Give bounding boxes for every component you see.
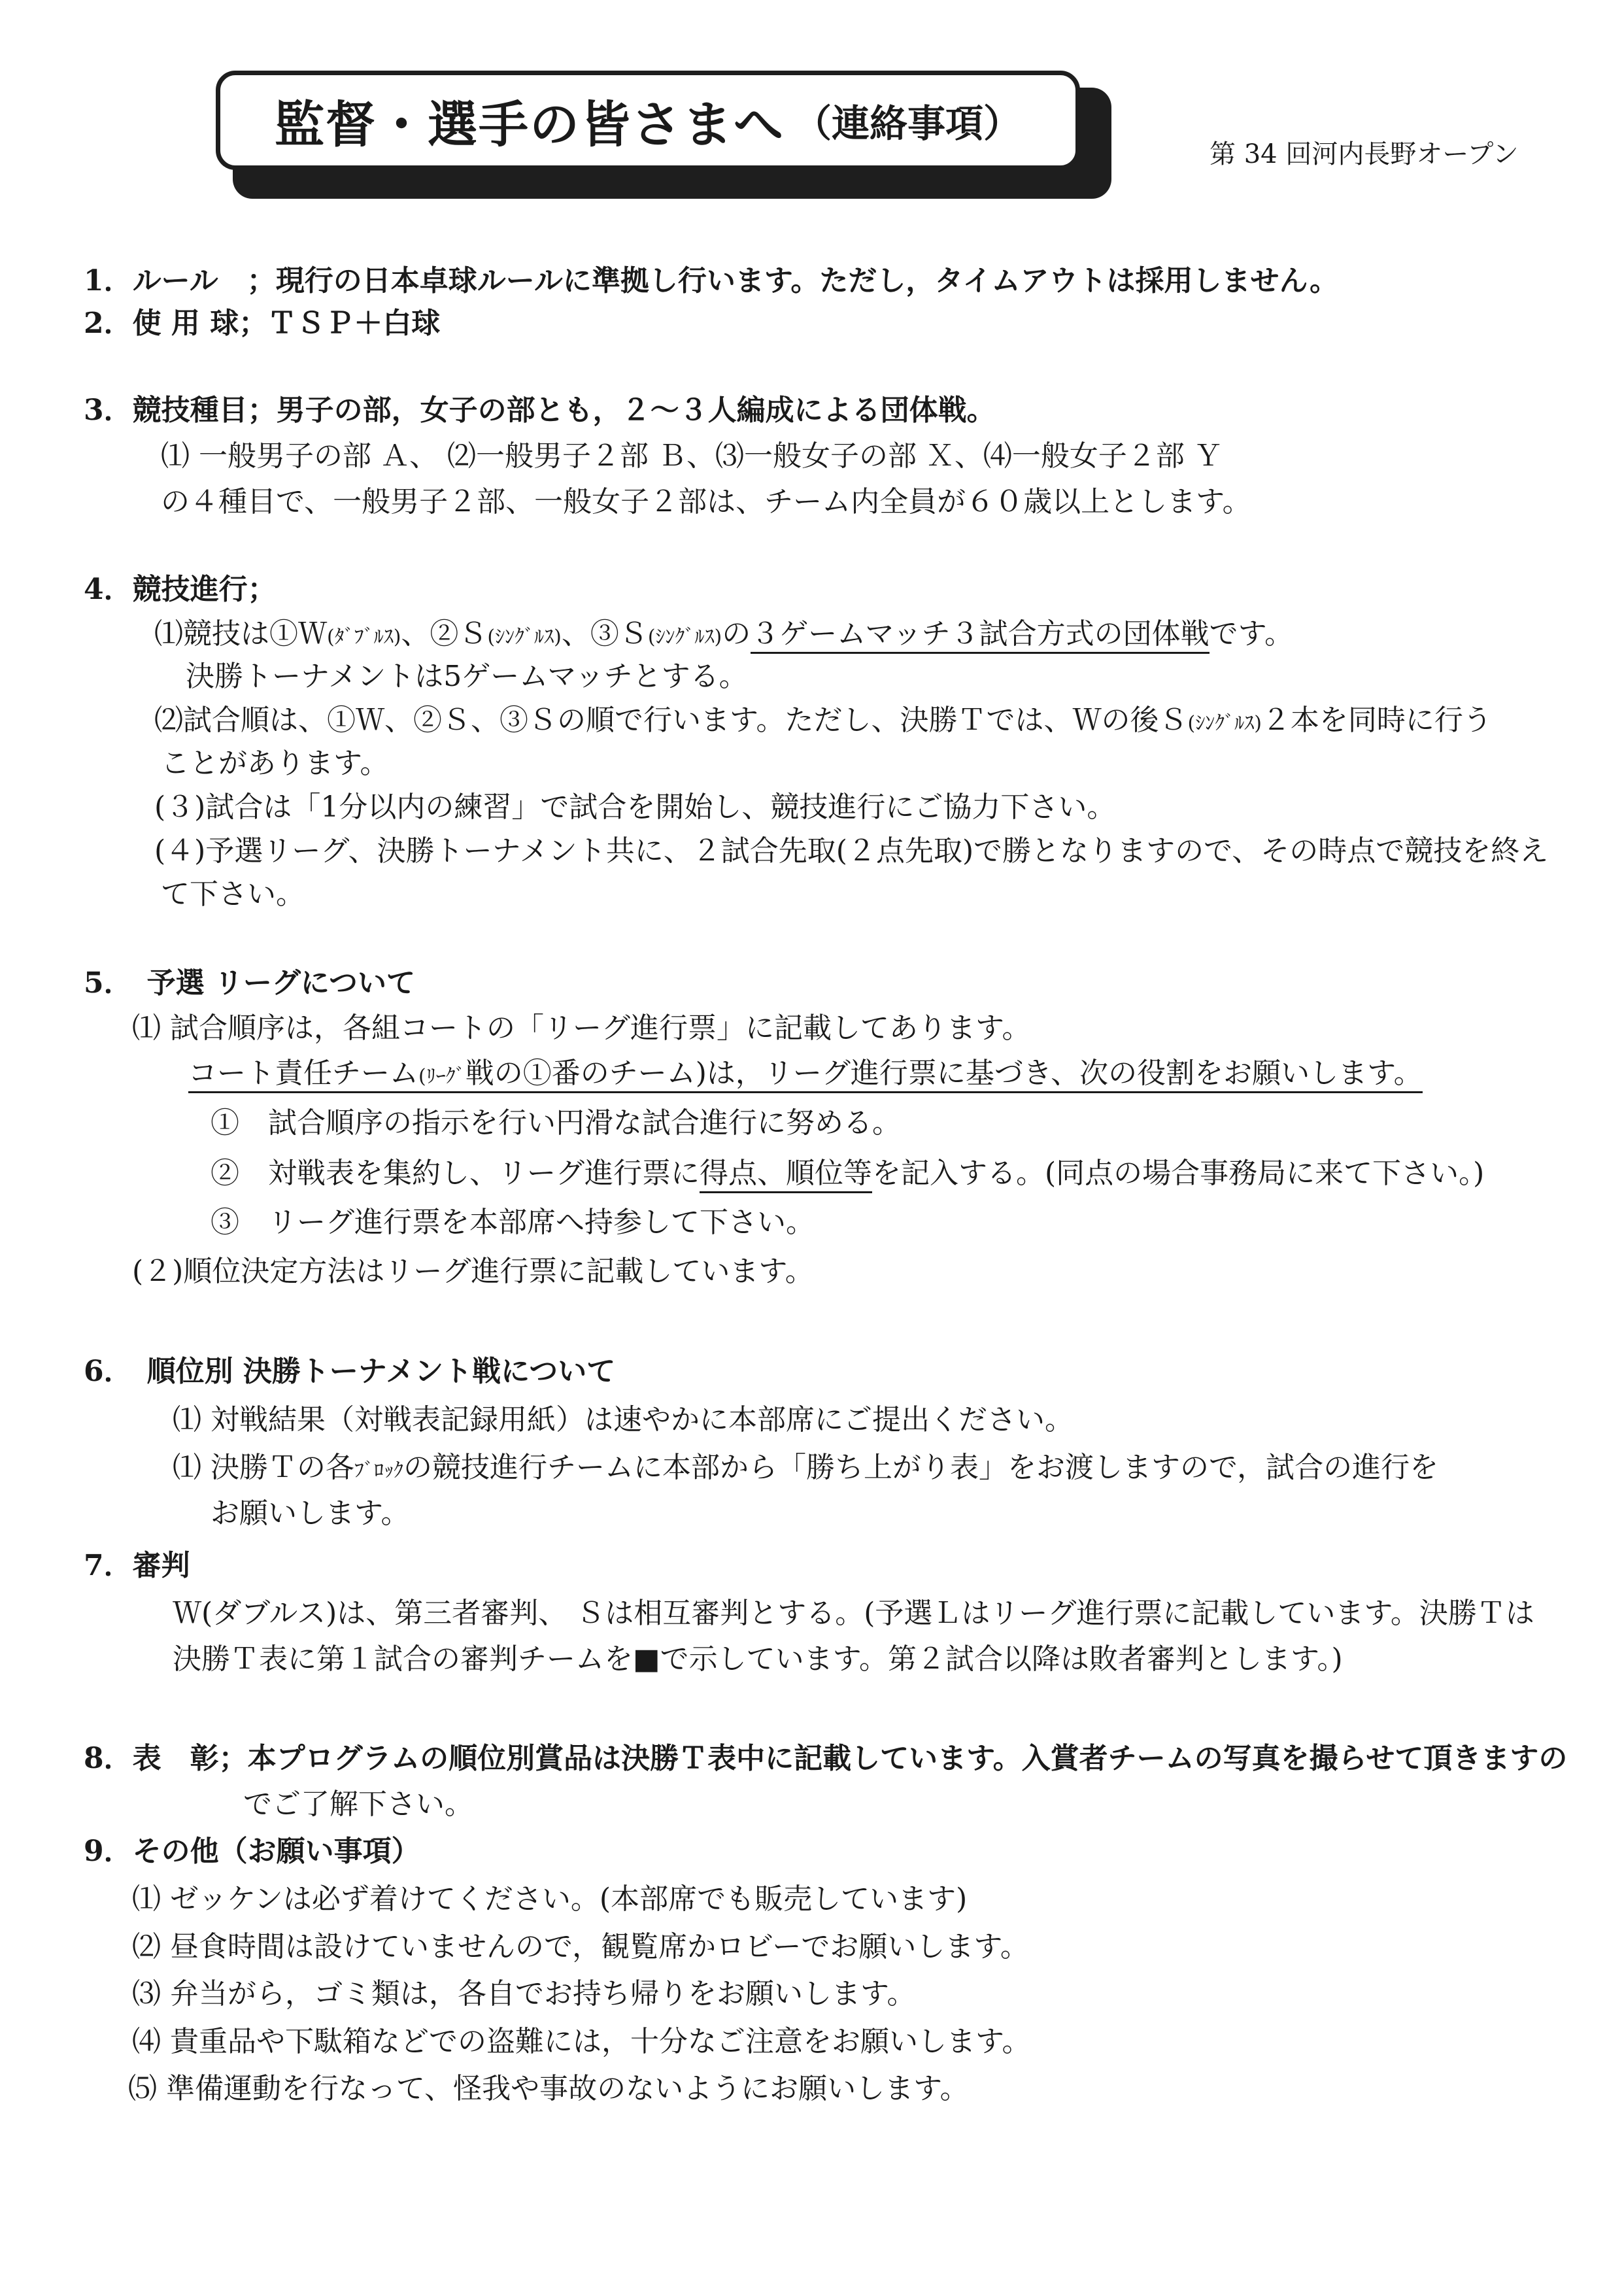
section-7-line-1: Ｗ(ダブルス)は、第三者審判、 Ｓは相互審判とする。(予選Ｌはリーグ進行票に記載しています。決勝Ｔは xyxy=(173,1597,1534,1630)
section-3-heading: 3．競技種目；男子の部，女子の部とも，２～３人編成による団体戦。 xyxy=(84,394,996,427)
section-5-line-4-post: を記入する。(同点の場合事務局に来て下さい。) xyxy=(872,1157,1485,1190)
section-4-line-5: (３)試合は「1分以内の練習」で試合を開始し、競技進行にご協力下さい。 xyxy=(154,790,1116,824)
score-rank-underlined: 得点、順位等 xyxy=(700,1157,872,1193)
section-7-line-2: 決勝Ｔ表に第１試合の審判チームを■で示しています。第２試合以降は敗者審判とします。) xyxy=(173,1642,1343,1676)
section-5-line-4 xyxy=(211,1154,1484,1193)
section-4-line-7: て下さい。 xyxy=(161,877,305,911)
section-5-line-6: (２)順位決定方法はリーグ進行票に記載しています。 xyxy=(132,1255,814,1288)
section-4-heading: 4．競技進行； xyxy=(84,573,277,606)
section-5-line-3: ① 試合順序の指示を行い円滑な試合進行に努める。 xyxy=(211,1106,901,1140)
section-4-line-3-post: ２本を同時に行う xyxy=(1261,704,1492,737)
doubles-note: (ﾀﾞﾌﾞﾙｽ) xyxy=(327,626,401,649)
section-6-line-2 xyxy=(173,1448,1438,1491)
section-5-heading: 5． 予選 リーグについて xyxy=(84,966,416,1000)
section-8-line-2: でご了解下さい。 xyxy=(243,1788,473,1821)
section-6-line-2-post: の競技進行チームに本部から「勝ち上がり表」をお渡しますので，試合の進行を xyxy=(403,1451,1439,1484)
section-7-heading: 7．審判 xyxy=(84,1549,190,1582)
section-4-line-1-mid2: 、③Ｓ xyxy=(561,617,648,651)
section-4-line-1-mid3: の xyxy=(722,617,751,651)
section-6-line-3: お願いします。 xyxy=(211,1497,410,1530)
section-9-line-5: ⑸ 準備運動を行なって、怪我や事故のないようにお願いします。 xyxy=(128,2072,969,2105)
singles-note-2: (ｼﾝｸﾞﾙｽ) xyxy=(647,626,722,649)
title-box xyxy=(216,71,1080,170)
section-6-heading: 6． 順位別 決勝トーナメント戦について xyxy=(84,1355,616,1388)
title-banner xyxy=(216,71,1111,199)
league-note: (ﾘｰｸﾞ xyxy=(418,1065,465,1088)
section-4-line-2: 決勝トーナメントは5ゲームマッチとする。 xyxy=(186,660,748,693)
section-5-line-2-post: 戦の①番のチーム)は，リーグ進行票に基づき、次の役割をお願いします。 xyxy=(465,1057,1423,1090)
section-5-line-1: ⑴ 試合順序は，各組コートの「リーグ進行票」に記載してあります。 xyxy=(132,1011,1031,1045)
section-9-line-1: ⑴ ゼッケンは必ず着けてください。(本部席でも販売しています) xyxy=(132,1882,968,1916)
section-9-heading: 9．その他（お願い事項） xyxy=(84,1835,420,1868)
section-6-line-1: ⑴ 対戦結果（対戦表記録用紙）は速やかに本部席にご提出ください。 xyxy=(173,1403,1074,1436)
section-1-rules: 1．ルール ；現行の日本卓球ルールに準拠し行います。ただし，タイムアウトは採用しません。 xyxy=(84,264,1339,297)
section-5-line-2-pre: コート責任チーム xyxy=(188,1057,418,1090)
section-4-line-6: (４)予選リーグ、決勝トーナメント共に、２試合先取(２点先取)で勝となりますので、その時点で競技を終え xyxy=(154,834,1549,868)
section-4-line-1 xyxy=(154,615,1293,657)
section-4-line-3 xyxy=(154,701,1492,743)
section-5-line-4-pre: ② 対戦表を集約し、リーグ進行票に xyxy=(211,1157,700,1190)
section-5-line-5: ③ リーグ進行票を本部席へ持参して下さい。 xyxy=(211,1206,815,1239)
section-3-line-1: ⑴ 一般男子の部 Ａ、 ⑵一般男子２部 Ｂ、⑶一般女子の部 Ｘ、⑷一般女子２部 Ｙ xyxy=(161,439,1223,473)
section-8-line-1: 8．表 彰；本プログラムの順位別賞品は決勝Ｔ表中に記載しています。入賞者チームの写真を撮らせて頂きますの xyxy=(84,1742,1568,1775)
section-4-line-4: ことがあります。 xyxy=(161,747,389,780)
section-2-ball: 2．使 用 球；ＴＳＰ＋白球 xyxy=(84,307,441,340)
singles-note-1: (ｼﾝｸﾞﾙｽ) xyxy=(487,626,562,649)
page-subtitle: （連絡事項） xyxy=(793,101,1021,146)
section-4-line-3-pre: ⑵試合順は、①Ｗ、②Ｓ、③Ｓの順で行います。ただし、決勝Ｔでは、Ｗの後Ｓ xyxy=(154,704,1188,737)
block-note: ﾌﾞﾛｯｸ xyxy=(354,1459,403,1482)
section-3-line-2: の４種目で、一般男子２部、一般女子２部は、チーム内全員が６０歳以上とします。 xyxy=(161,485,1251,518)
court-responsibility-underlined xyxy=(188,1057,1423,1093)
section-4-line-1-pre: ⑴競技は①Ｗ xyxy=(154,617,327,651)
page-title: 監督・選手の皆さまへ xyxy=(274,95,785,154)
section-6-line-2-pre: ⑴ 決勝Ｔの各 xyxy=(173,1451,354,1484)
section-5-line-2 xyxy=(188,1054,1423,1096)
tournament-edition: 第 34 回河内長野オープン xyxy=(1210,139,1519,169)
section-4-line-1-mid1: 、②Ｓ xyxy=(401,617,488,651)
section-4-line-1-post: です。 xyxy=(1209,617,1294,651)
singles-note-3: (ｼﾝｸﾞﾙｽ) xyxy=(1187,712,1262,735)
section-9-line-2: ⑵ 昼食時間は設けていませんので，観覧席かロビーでお願いします。 xyxy=(132,1930,1029,1963)
match-format-underlined: ３ゲームマッチ３試合方式の団体戦 xyxy=(751,617,1209,654)
section-9-line-3: ⑶ 弁当がら，ゴミ類は，各自でお持ち帰りをお願いします。 xyxy=(132,1977,916,2011)
section-9-line-4: ⑷ 貴重品や下駄箱などでの盗難には，十分なご注意をお願いします。 xyxy=(132,2025,1031,2058)
